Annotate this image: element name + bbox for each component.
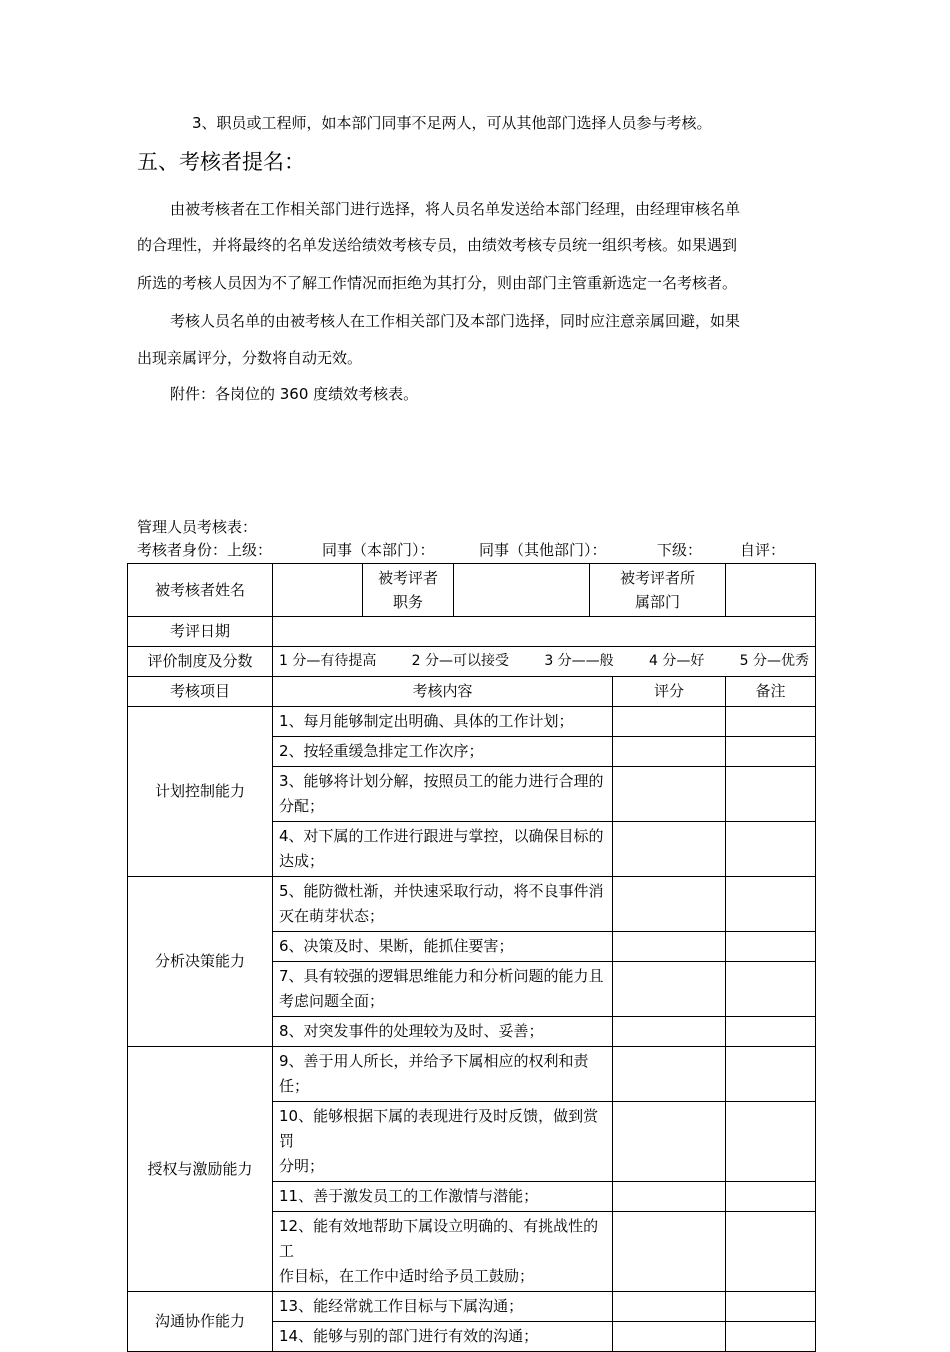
note-cell[interactable] [726,737,816,767]
criterion: 12、能有效地帮助下属设立明确的、有挑战性的工 作目标，在工作中适时给予员工鼓励； [273,1212,613,1292]
note-cell[interactable] [726,1212,816,1292]
score-cell[interactable] [613,767,726,822]
criterion: 2、按轻重缓急排定工作次序； [273,737,613,767]
identity-self: 自评： [740,541,786,559]
score-cell[interactable] [613,1017,726,1047]
section-heading: 五、考核者提名： [137,150,305,174]
identity-label: 考核者身份： [137,541,228,559]
scale-4: 4 分—好 [648,653,705,669]
scale-label: 评价制度及分数 [128,647,273,677]
score-cell[interactable] [613,962,726,1017]
note-cell[interactable] [726,877,816,932]
score-cell[interactable] [613,877,726,932]
date-label: 考评日期 [128,617,273,647]
note-cell[interactable] [726,1292,816,1322]
note-cell[interactable] [726,932,816,962]
note-cell[interactable] [726,1017,816,1047]
criterion: 8、对突发事件的处理较为及时、妥善； [273,1017,613,1047]
position-value-cell[interactable] [454,564,590,617]
department-label: 被考评者所 属部门 [590,564,726,617]
position-label: 被考评者 职务 [363,564,454,617]
score-cell[interactable] [613,1292,726,1322]
criterion: 5、能防微杜渐，并快速采取行动，将不良事件消 灭在萌芽状态； [273,877,613,932]
date-value-cell[interactable] [273,617,816,647]
group-label: 分析决策能力 [128,877,273,1047]
evaluator-identity-row [137,540,817,560]
scale-description [273,647,816,677]
scale-1: 1 分—有待提高 [279,653,377,669]
score-cell[interactable] [613,1212,726,1292]
paragraph-1-line-1: 由被考核者在工作相关部门进行选择，将人员名单发送给本部门经理，由经理审核名单 [170,200,741,218]
department-value-cell[interactable] [726,564,816,617]
score-cell[interactable] [613,707,726,737]
note-cell[interactable] [726,1182,816,1212]
name-value-cell[interactable] [273,564,363,617]
note-cell[interactable] [726,1102,816,1182]
column-header-content: 考核内容 [273,677,613,707]
score-cell[interactable] [613,1182,726,1212]
column-header-item: 考核项目 [128,677,273,707]
note-cell[interactable] [726,707,816,737]
identity-superior: 上级： [227,541,273,559]
attachment-note: 附件：各岗位的 360 度绩效考核表。 [170,385,419,403]
note-cell[interactable] [726,1322,816,1352]
criterion: 10、能够根据下属的表现进行及时反馈，做到赏罚 分明； [273,1102,613,1182]
scale-5: 5 分—优秀 [739,653,809,669]
group-label: 沟通协作能力 [128,1292,273,1352]
identity-peer-other-dept: 同事（其他部门）： [479,541,607,559]
note-cell[interactable] [726,767,816,822]
note-cell[interactable] [726,822,816,877]
name-label: 被考核者姓名 [128,564,273,617]
column-header-score: 评分 [613,677,726,707]
group-label: 计划控制能力 [128,707,273,877]
paragraph-1-line-2: 的合理性，并将最终的名单发送给绩效考核专员，由绩效考核专员统一组织考核。如果遇到 [137,236,738,254]
score-cell[interactable] [613,1322,726,1352]
criterion: 13、能经常就工作目标与下属沟通； [273,1292,613,1322]
intro-item: 3、职员或工程师，如本部门同事不足两人，可从其他部门选择人员参与考核。 [192,114,712,132]
note-cell[interactable] [726,962,816,1017]
identity-peer-same-dept: 同事（本部门）： [322,541,435,559]
criterion: 1、每月能够制定出明确、具体的工作计划； [273,707,613,737]
criterion: 9、善于用人所长，并给予下属相应的权利和责任； [273,1047,613,1102]
paragraph-2-line-2: 出现亲属评分，分数将自动无效。 [137,349,363,367]
form-title: 管理人员考核表： [137,518,258,536]
criterion: 7、具有较强的逻辑思维能力和分析问题的能力且 考虑问题全面； [273,962,613,1017]
scale-2: 2 分—可以接受 [411,653,510,669]
score-cell[interactable] [613,932,726,962]
scale-3: 3 分——般 [544,653,614,669]
column-header-note: 备注 [726,677,816,707]
score-cell[interactable] [613,822,726,877]
criterion: 3、能够将计划分解，按照员工的能力进行合理的 分配； [273,767,613,822]
criterion: 11、善于激发员工的工作激情与潜能； [273,1182,613,1212]
group-label: 授权与激励能力 [128,1047,273,1292]
score-cell[interactable] [613,1102,726,1182]
evaluation-table [127,563,816,1352]
score-cell[interactable] [613,737,726,767]
score-cell[interactable] [613,1047,726,1102]
criterion: 6、决策及时、果断，能抓住要害； [273,932,613,962]
note-cell[interactable] [726,1047,816,1102]
paragraph-2-line-1: 考核人员名单的由被考核人在工作相关部门及本部门选择，同时应注意亲属回避，如果 [170,312,741,330]
paragraph-1-line-3: 所选的考核人员因为不了解工作情况而拒绝为其打分，则由部门主管重新选定一名考核者。 [137,274,738,292]
identity-subordinate: 下级： [657,541,703,559]
criterion: 4、对下属的工作进行跟进与掌控，以确保目标的 达成； [273,822,613,877]
criterion: 14、能够与别的部门进行有效的沟通； [273,1322,613,1352]
